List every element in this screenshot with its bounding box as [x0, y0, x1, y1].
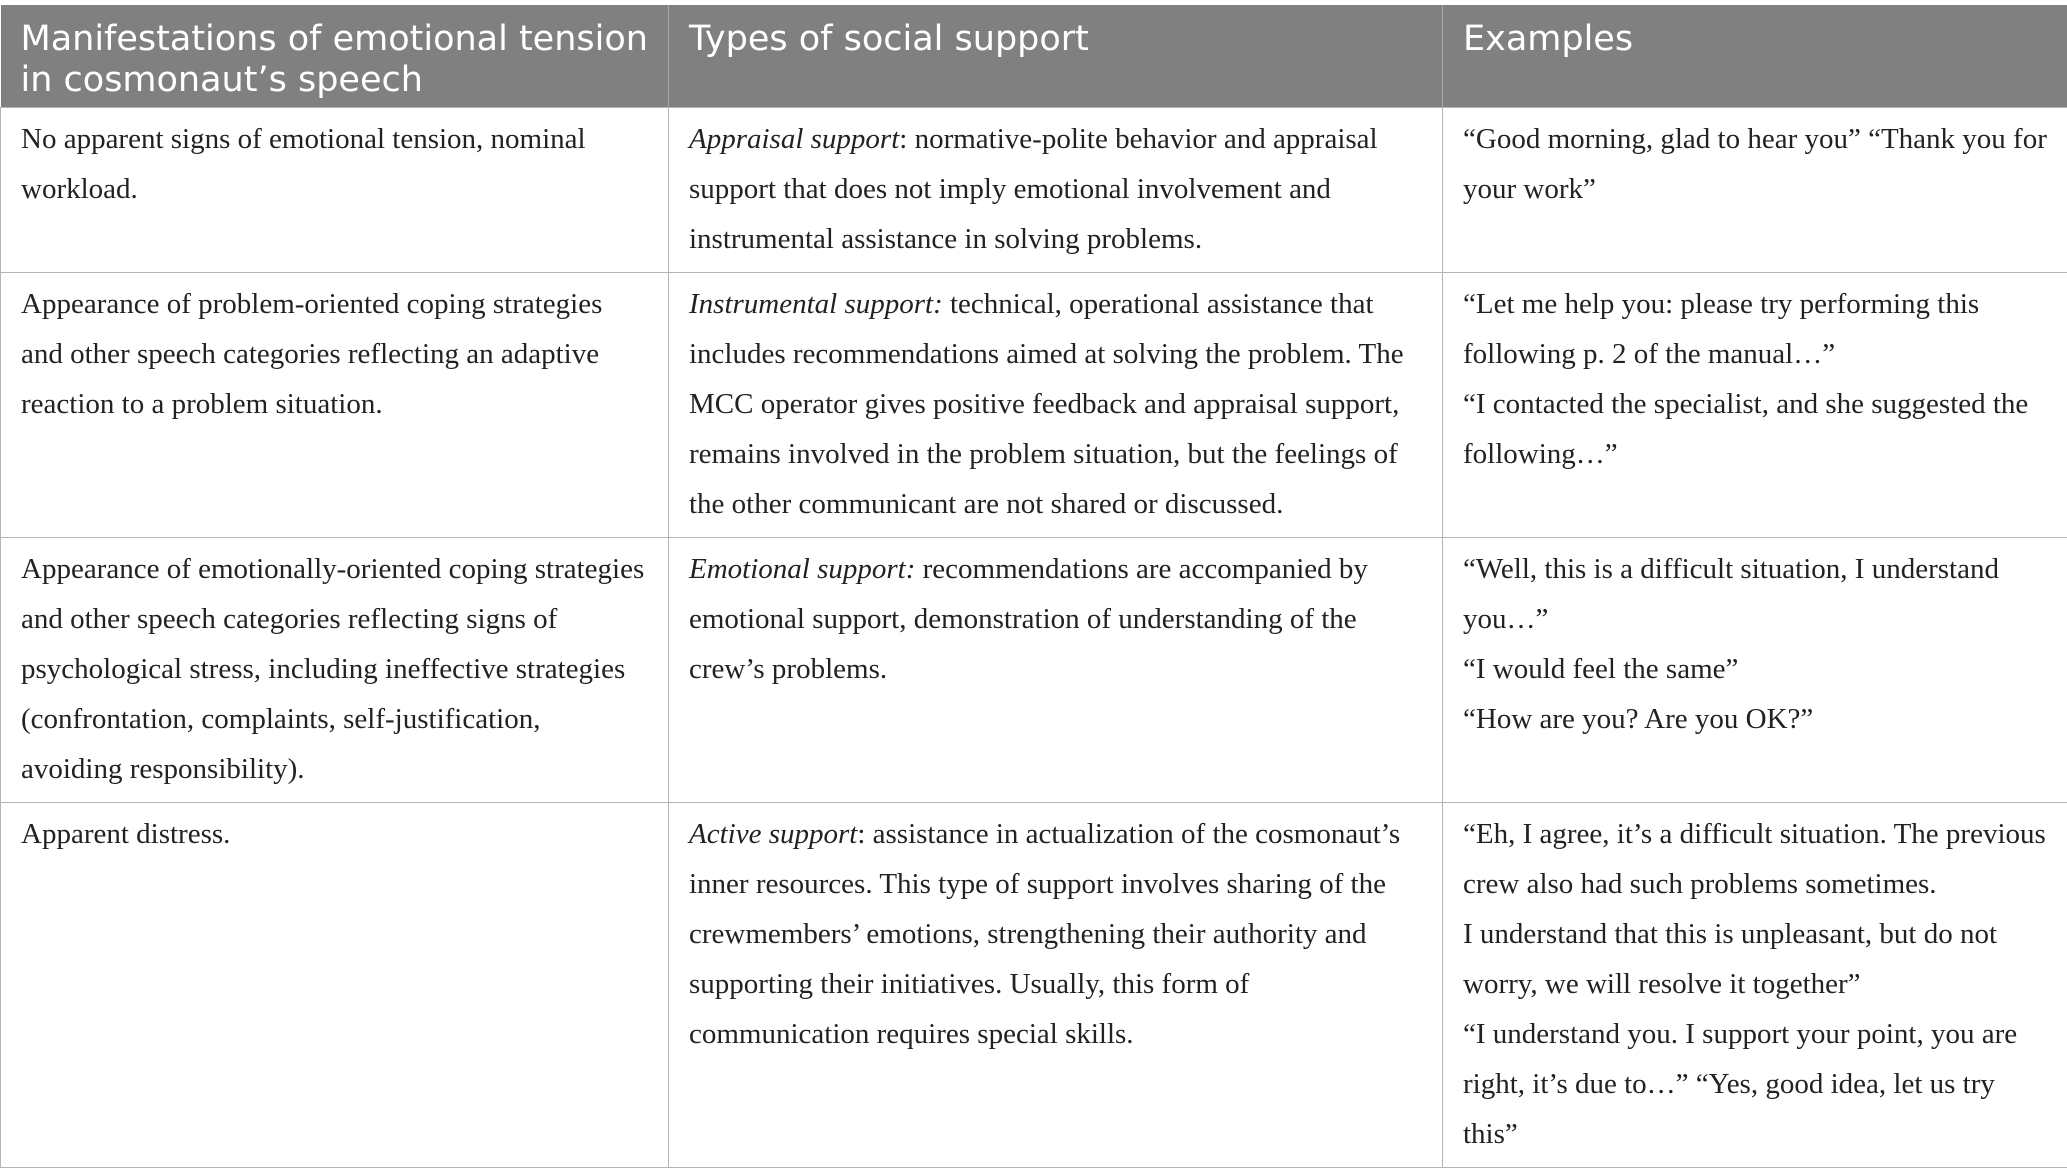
examples-cell [1443, 803, 2067, 1168]
support-type-description: technical, operational assistance that includes recommendations aimed at solving the problem. The MCC operator gives positive feedback and appraisal support, remains involved in the problem situation, but the feelings of the other communicant are not shared or discussed. [689, 288, 1404, 520]
examples-cell [1443, 273, 2067, 538]
support-type-description: recommendations are accompanied by emotional support, demonstration of understanding of the crew’s problems. [689, 553, 1368, 685]
example-line: “Eh, I agree, it’s a difficult situation. The previous crew also had such problems sometimes. [1463, 809, 2047, 909]
support-type-name: Appraisal support [689, 123, 899, 155]
support-type-name: Active support [689, 818, 857, 850]
examples-cell [1443, 108, 2067, 273]
support-type-name: Emotional support: [689, 553, 915, 585]
support-type-cell [669, 803, 1443, 1168]
social-support-table [0, 5, 2067, 1168]
example-line: “Well, this is a difficult situation, I understand you…” [1463, 544, 2047, 644]
example-line: “I understand you. I support your point, you are right, it’s due to…” “Yes, good idea, let us try this” [1463, 1009, 2047, 1159]
header-manifestations: Manifestations of emotional tension in cosmonaut’s speech [1, 5, 669, 108]
examples-cell [1443, 538, 2067, 803]
table-header [1, 5, 2067, 108]
example-line: “I contacted the specialist, and she suggested the following…” [1463, 379, 2047, 479]
table-row [1, 538, 2067, 803]
support-type-cell [669, 108, 1443, 273]
support-type-description: : normative-polite behavior and appraisal support that does not imply emotional involvement and instrumental assistance in solving problems. [689, 123, 1378, 255]
table-row [1, 273, 2067, 538]
manifestation-cell: No apparent signs of emotional tension, nominal workload. [1, 108, 669, 273]
example-line: “Good morning, glad to hear you” “Thank you for your work” [1463, 114, 2047, 214]
header-support-types: Types of social support [669, 5, 1443, 108]
table-row [1, 803, 2067, 1168]
example-line: “Let me help you: please try performing this following p. 2 of the manual…” [1463, 279, 2047, 379]
support-type-cell [669, 538, 1443, 803]
example-line: “I would feel the same” [1463, 644, 2047, 694]
table-row [1, 108, 2067, 273]
manifestation-cell: Appearance of problem-oriented coping strategies and other speech categories reflecting an adaptive reaction to a problem situation. [1, 273, 669, 538]
header-examples: Examples [1443, 5, 2067, 108]
support-type-description: : assistance in actualization of the cosmonaut’s inner resources. This type of support involves sharing of the crewmembers’ emotions, strengthening their authority and supporting their initiatives. Usually, this form of communication requires special skills. [689, 818, 1400, 1050]
support-type-name: Instrumental support: [689, 288, 943, 320]
manifestation-cell: Apparent distress. [1, 803, 669, 1168]
manifestation-cell: Appearance of emotionally-oriented coping strategies and other speech categories reflecting signs of psychological stress, including ineffective strategies (confrontation, complaints, self-justification, avoiding responsibility). [1, 538, 669, 803]
table-body [1, 108, 2067, 1168]
header-row [1, 5, 2067, 108]
support-type-cell [669, 273, 1443, 538]
example-line: I understand that this is unpleasant, but do not worry, we will resolve it together” [1463, 909, 2047, 1009]
example-line: “How are you? Are you OK?” [1463, 694, 2047, 744]
support-table-container [0, 5, 2067, 1168]
